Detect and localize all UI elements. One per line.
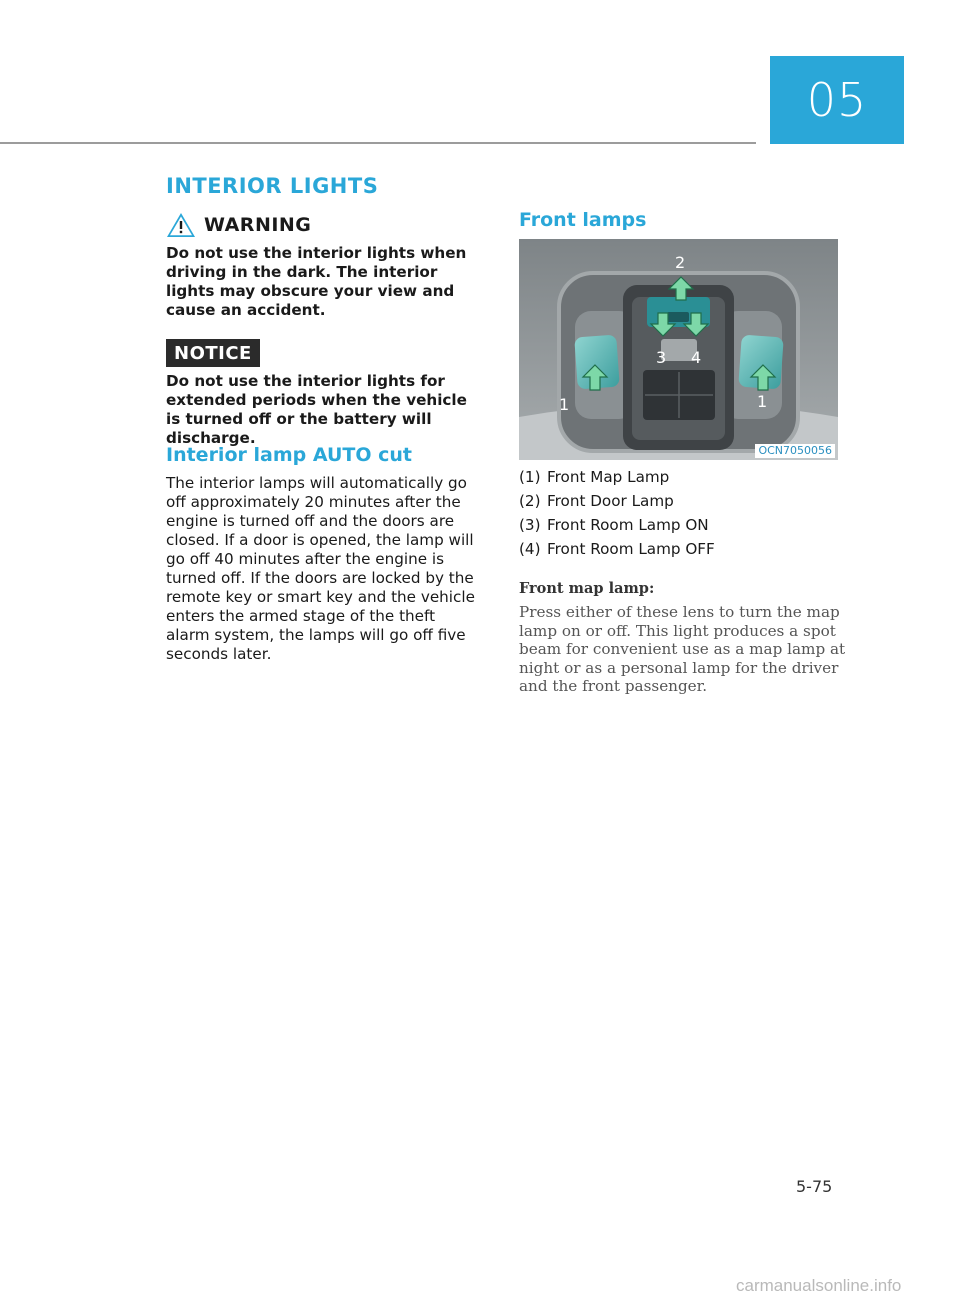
callout-label-3: 3 <box>656 348 667 367</box>
legend-label: Front Room Lamp ON <box>547 516 709 534</box>
callout-label-1-right: 1 <box>757 392 768 411</box>
section-title: INTERIOR LIGHTS <box>166 174 379 198</box>
notice-badge: NOTICE <box>166 339 260 367</box>
callout-label-2: 2 <box>675 253 686 272</box>
page-number: 5-75 <box>796 1177 833 1196</box>
front-lamps-figure <box>519 239 838 460</box>
legend-label: Front Door Lamp <box>547 492 674 510</box>
legend-number: (4) <box>519 540 541 558</box>
legend-number: (1) <box>519 468 541 486</box>
callout-label-1-left: 1 <box>559 395 570 414</box>
front-map-lamp-heading: Front map lamp: <box>519 580 655 597</box>
auto-cut-text: The interior lamps will automatically go off approximately 20 minutes after the engine is turned off and the doors are closed. If a door is opened, the lamp will go off 40 minutes after the engine is turned off. If the doors are locked by the remote key or smart key and the vehicle enters the armed stage of the theft alarm system, the lamps will go off five seconds later. <box>166 474 475 663</box>
figure-legend <box>519 465 715 561</box>
legend-label: Front Room Lamp OFF <box>547 540 715 558</box>
legend-item <box>519 513 715 537</box>
warning-triangle-icon <box>166 212 196 238</box>
front-lamps-heading: Front lamps <box>519 209 647 231</box>
legend-number: (3) <box>519 516 541 534</box>
header-rule <box>0 142 756 144</box>
callout-label-4: 4 <box>691 348 702 367</box>
legend-number: (2) <box>519 492 541 510</box>
overhead-console-illustration <box>519 239 838 460</box>
legend-item <box>519 489 715 513</box>
warning-text: Do not use the interior lights when driving in the dark. The interior lights may obscure your view and cause an accident. <box>166 244 467 319</box>
chapter-tab: 05 <box>770 56 904 144</box>
warning-header <box>166 212 311 238</box>
figure-code: OCN7050056 <box>755 444 835 458</box>
notice-text: Do not use the interior lights for extended periods when the vehicle is turned off or the battery will discharge. <box>166 372 467 447</box>
warning-label: WARNING <box>204 214 312 236</box>
front-map-lamp-text: Press either of these lens to turn the map lamp on or off. This light produces a spot beam for convenient use as a map lamp at night or as a personal lamp for the driver and the front passenger. <box>519 603 846 695</box>
legend-item <box>519 465 715 489</box>
watermark: carmanualsonline.info <box>736 1276 902 1295</box>
legend-item <box>519 537 715 561</box>
legend-label: Front Map Lamp <box>547 468 670 486</box>
auto-cut-heading: Interior lamp AUTO cut <box>166 444 412 466</box>
